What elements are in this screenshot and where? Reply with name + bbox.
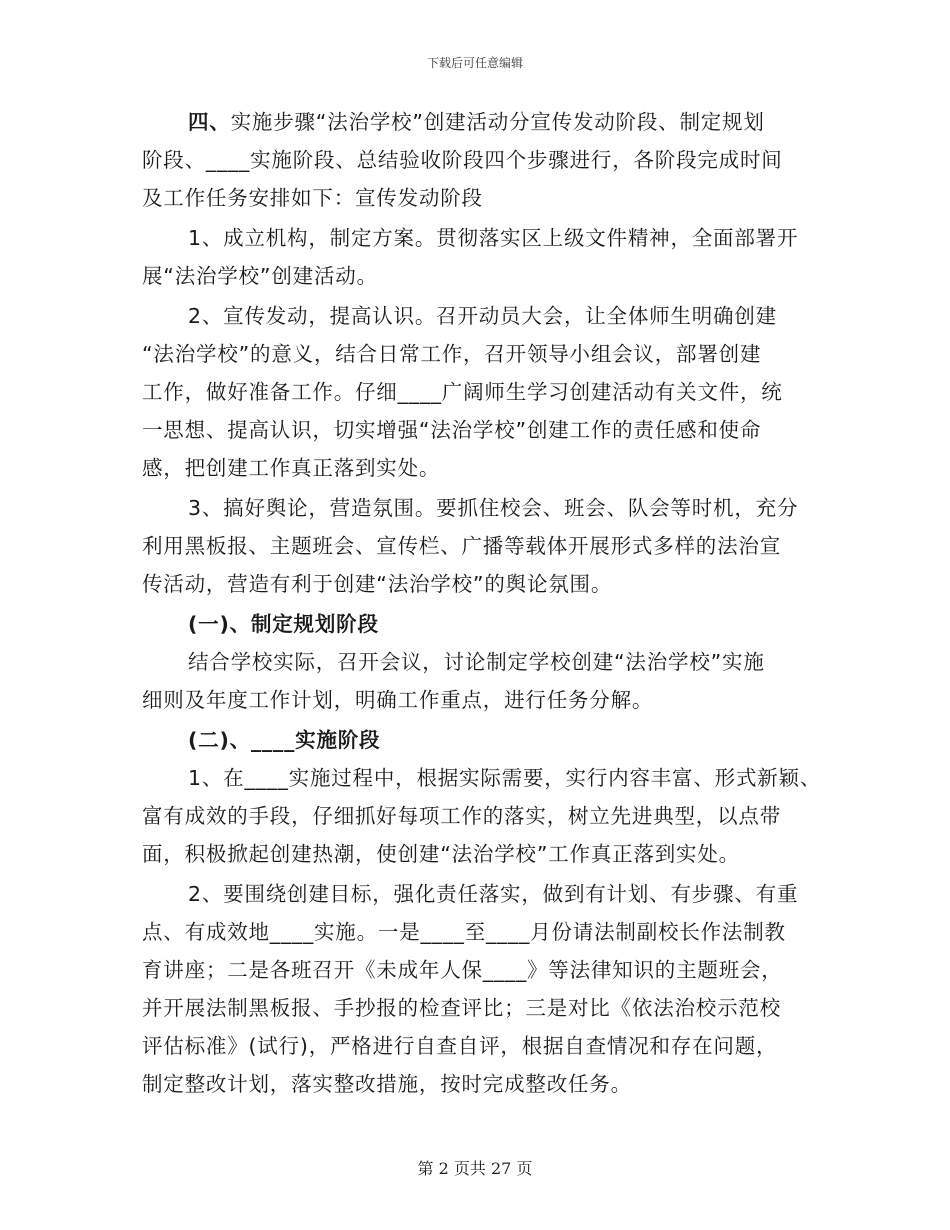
- paragraph-line: 面，积极掀起创建热潮，使创建“法治学校”工作真正落到实处。: [142, 842, 740, 866]
- paragraph-line: 展“法治学校”创建活动。: [142, 264, 378, 288]
- paragraph-line: 评估标准》(试行)，严格进行自查自评，根据自查情况和存在问题，: [142, 1034, 778, 1058]
- paragraph-line: 富有成效的手段，仔细抓好每项工作的落实，树立先进典型，以点带: [142, 804, 781, 828]
- header-note: 下载后可任意编辑: [426, 56, 523, 70]
- paragraph-line: 阶段、____实施阶段、总结验收阶段四个步骤进行，各阶段完成时间: [142, 148, 783, 172]
- paragraph-line: 及工作任务安排如下：宣传发动阶段: [142, 186, 483, 210]
- paragraph-line: 并开展法制黑板报、手抄报的检查评比；三是对比《依法治校示范校: [142, 996, 781, 1020]
- paragraph-line: 工作，做好准备工作。仔细____广阔师生学习创建活动有关文件，统: [142, 380, 783, 404]
- paragraph-line: 细则及年度工作计划，明确工作重点，进行任务分解。: [142, 688, 654, 712]
- section-heading: (一)、制定规划阶段: [188, 612, 379, 636]
- paragraph-line: 2、宣传发动，提高认识。召开动员大会，让全体师生明确创建: [188, 304, 777, 328]
- paragraph-line: 制定整改计划，落实整改措施，按时完成整改任务。: [142, 1072, 632, 1096]
- paragraph-line: 3、搞好舆论，营造氛围。要抓住校会、班会、队会等时机，充分: [188, 496, 799, 520]
- paragraph-line: 1、在____实施过程中，根据实际需要，实行内容丰富、形式新颖、: [188, 766, 822, 790]
- paragraph-line: 感，把创建工作真正落到实处。: [142, 456, 441, 480]
- paragraph-line: 利用黑板报、主题班会、宣传栏、广播等载体开展形式多样的法治宣: [142, 534, 781, 558]
- paragraph-line: 传活动，营造有利于创建“法治学校”的舆论氛围。: [142, 572, 613, 596]
- paragraph-line: 育讲座；二是各班召开《未成年人保____》等法律知识的主题班会，: [142, 958, 783, 982]
- page-number: 第 2 页共 27 页: [417, 1159, 533, 1178]
- section-number: 四、: [188, 110, 231, 134]
- line-text: 实施步骤“法治学校”创建活动分宣传发动阶段、制定规划: [230, 110, 765, 134]
- paragraph-line: 1、成立机构，制定方案。贯彻落实区上级文件精神，全面部署开: [188, 226, 799, 250]
- section-heading: (二)、____实施阶段: [188, 728, 381, 752]
- paragraph-line: 一思想、提高认识，切实增强“法治学校”创建工作的责任感和使命: [142, 418, 762, 442]
- paragraph-line: 结合学校实际，召开会议，讨论制定学校创建“法治学校”实施: [188, 650, 765, 674]
- paragraph-line: “法治学校”的意义，结合日常工作，召开领导小组会议，部署创建: [142, 342, 762, 366]
- paragraph-line: 点、有成效地____实施。一是____至____月份请法制副校长作法制教: [142, 920, 786, 944]
- paragraph-line: 2、要围绕创建目标，强化责任落实，做到有计划、有步骤、有重: [188, 882, 799, 906]
- paragraph-line: [188, 108, 765, 136]
